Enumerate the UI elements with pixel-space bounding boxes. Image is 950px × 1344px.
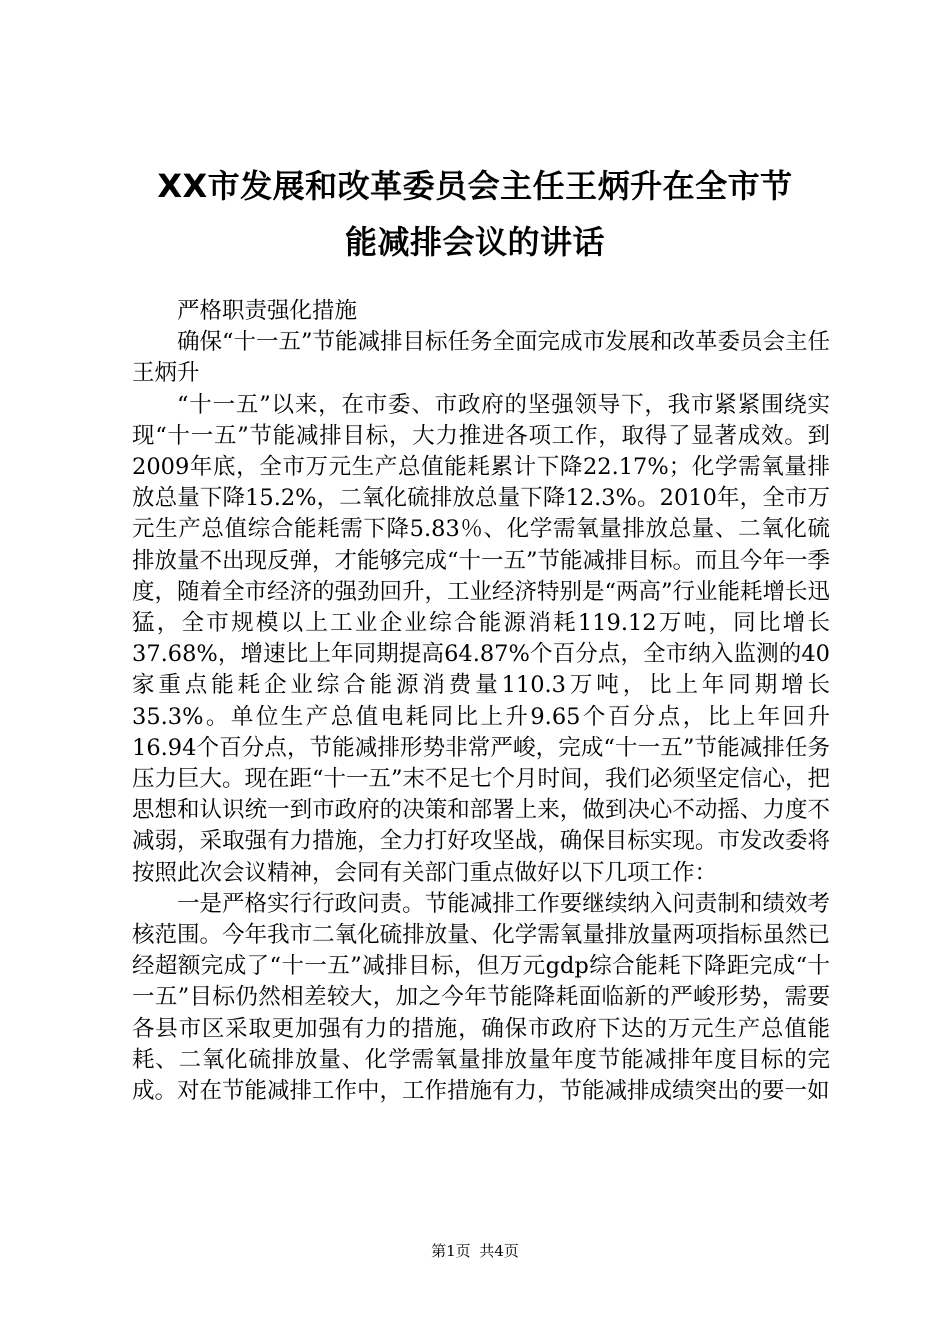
section-heading: 严格职责强化措施 [177,298,358,324]
document-body [132,296,830,1107]
title-line-1: XX市发展和改革委员会主任王炳升在全市节 [157,167,793,205]
document-title [120,158,830,270]
page-total: 共4页 [479,1242,519,1260]
page-number: 第1页 [431,1242,471,1260]
body-paragraph: “十一五”以来，在市委、市政府的坚强领导下，我市紧紧围绕实现“十一五”节能减排目标，大力推进各项工作，取得了显著成效。到2009年底，全市万元生产总值能耗累计下降22.17%；化学需氧量排放总量下降15.2%，二氧化硫排放总量下降12.3%。2010年，全市万元生产总值综合能耗需下降5.83％、化学需氧量排放总量、二氧化硫排放量不出现反弹，才能够完成“十一五”节能减排目标。而且今年一季度，随着全市经济的强劲回升，工业经济特别是“两高”行业能耗增长迅猛，全市规模以上工业企业综合能源消耗119.12万吨，同比增长37.68%，增速比上年同期提高64.87%个百分点，全市纳入监测的40家重点能耗企业综合能源消费量110.3万吨，比上年同期增长35.3%。单位生产总值电耗同比上升9.65个百分点，比上年回升16.94个百分点，节能减排形势非常严峻，完成“十一五”节能减排任务压力巨大。现在距“十一五”末不足七个月时间，我们必须坚定信心，把思想和认识统一到市政府的决策和部署上来，做到决心不动摇、力度不减弱，采取强有力措施，全力打好攻坚战，确保目标实现。市发改委将按照此次会议精神，会同有关部门重点做好以下几项工作： [132,391,831,886]
page-footer [0,1241,950,1261]
title-line-2: 能减排会议的讲话 [344,223,605,261]
subtitle-paragraph: 确保“十一五”节能减排目标任务全面完成市发展和改革委员会主任王炳升 [132,329,831,387]
body-paragraph: 一是严格实行行政问责。节能减排工作要继续纳入问责制和绩效考核范围。今年我市二氧化硫排放量、化学需氧量排放量两项指标虽然已经超额完成了“十一五”减排目标，但万元gdp综合能耗下降距完成“十一五”目标仍然相差较大，加之今年节能降耗面临新的严峻形势，需要各县市区采取更加强有力的措施，确保市政府下达的万元生产总值能耗、二氧化硫排放量、化学需氧量排放量年度节能减排年度目标的完成。对在节能减排工作中，工作措施有力，节能减排成绩突出的要一如 [132,890,830,1105]
